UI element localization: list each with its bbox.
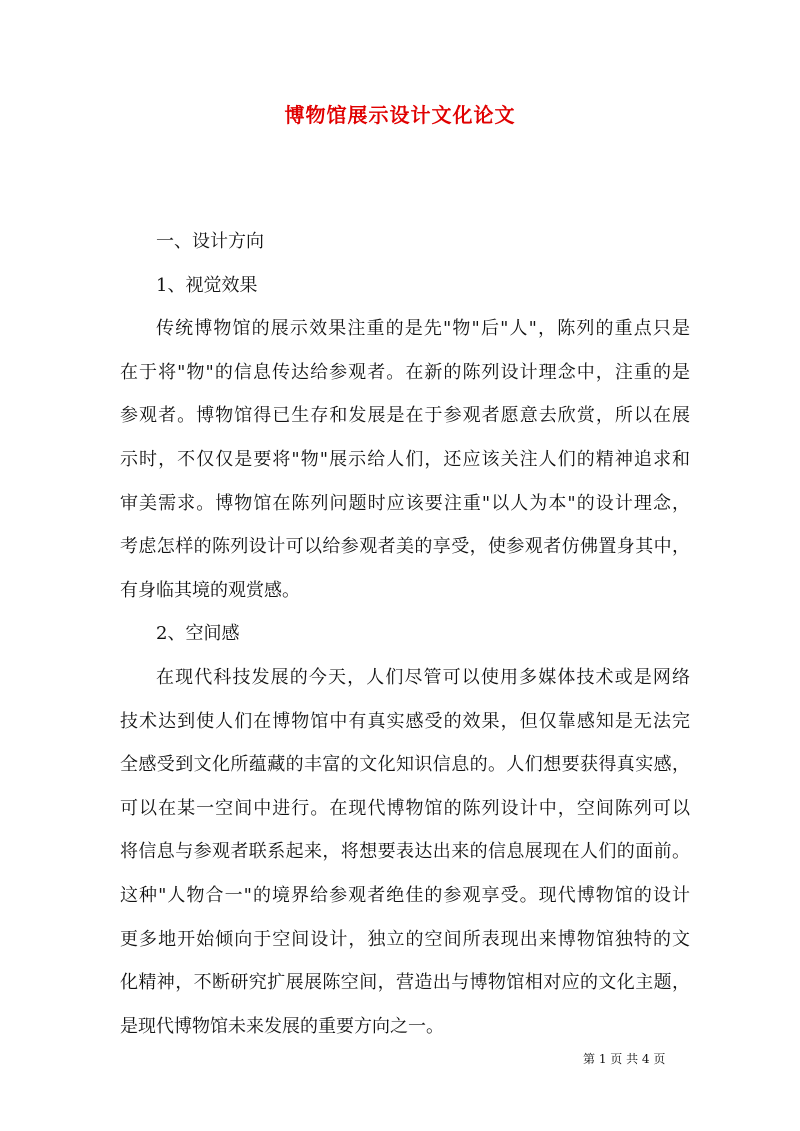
section-heading: 1、视觉效果 <box>156 274 258 296</box>
paragraph-line: 更多地开始倾向于空间设计，独立的空间所表现出来博物馆独特的文 <box>120 928 690 950</box>
document-body <box>120 228 690 1056</box>
paragraph-line: 示时，不仅仅是要将"物"展示给人们，还应该关注人们的精神追求和 <box>120 448 690 470</box>
paragraph-line: 技术达到使人们在博物馆中有真实感受的效果，但仅靠感知是无法完 <box>120 710 690 732</box>
document-title: 博物馆展示设计文化论文 <box>284 103 516 127</box>
paragraph-line: 化精神，不断研究扩展展陈空间，营造出与博物馆相对应的文化主题， <box>120 972 690 994</box>
paragraph-line: 参观者。博物馆得已生存和发展是在于参观者愿意去欣赏，所以在展 <box>120 405 690 427</box>
section-heading: 2、空间感 <box>156 623 240 645</box>
paragraph-line: 在现代科技发展的今天，人们尽管可以使用多媒体技术或是网络 <box>156 666 690 688</box>
paragraph-line: 传统博物馆的展示效果注重的是先"物"后"人"，陈列的重点只是 <box>156 318 690 340</box>
paragraph-line: 全感受到文化所蕴藏的丰富的文化知识信息的。人们想要获得真实感， <box>120 754 690 776</box>
paragraph-line: 是现代博物馆未来发展的重要方向之一。 <box>120 1015 444 1037</box>
section-heading: 一、设计方向 <box>156 231 264 252</box>
paragraph-line: 可以在某一空间中进行。在现代博物馆的陈列设计中，空间陈列可以 <box>120 797 690 819</box>
page-footer: 第 1 页 共 4 页 <box>583 1052 666 1066</box>
paragraph-line: 将信息与参观者联系起来，将想要表达出来的信息展现在人们的面前。 <box>120 841 690 863</box>
paragraph-line: 这种"人物合一"的境界给参观者绝佳的参观享受。现代博物馆的设计 <box>120 884 690 906</box>
paragraph-line: 在于将"物"的信息传达给参观者。在新的陈列设计理念中，注重的是 <box>120 361 690 383</box>
paragraph-line: 有身临其境的观赏感。 <box>120 579 300 601</box>
paragraph-line: 审美需求。博物馆在陈列问题时应该要注重"以人为本"的设计理念， <box>120 492 690 514</box>
paragraph-line: 考虑怎样的陈列设计可以给参观者美的享受，使参观者仿佛置身其中， <box>120 536 690 558</box>
